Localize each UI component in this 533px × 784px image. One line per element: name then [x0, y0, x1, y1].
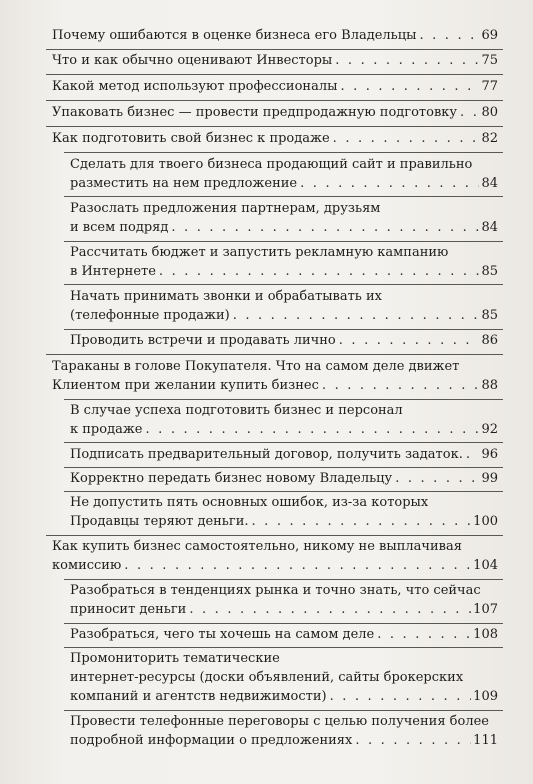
page-number: 111 — [473, 733, 498, 748]
toc-entry-text: Не допустить пять основных ошибок, из-за которых — [70, 495, 429, 510]
page-number: 69 — [481, 28, 498, 43]
toc-entry — [70, 243, 498, 281]
page-number: 88 — [481, 378, 498, 393]
divider — [64, 442, 503, 443]
page-number: 107 — [473, 602, 498, 617]
page-number: 108 — [473, 627, 498, 642]
divider — [64, 579, 503, 580]
toc-entry — [52, 357, 498, 395]
toc-entry — [52, 537, 498, 575]
page-number: 84 — [481, 220, 498, 235]
leader-dots — [159, 262, 480, 281]
leader-dots — [322, 376, 480, 395]
toc-entry — [52, 77, 498, 96]
page-number: 82 — [481, 131, 498, 146]
leader-dots — [395, 469, 479, 488]
toc-entry-text: Клиентом при желании купить бизнес — [52, 378, 319, 393]
leader-dots — [252, 512, 472, 531]
divider — [46, 49, 503, 50]
toc-entry-text: Рассчитать бюджет и запустить рекламную кампанию — [70, 245, 449, 260]
leader-dots — [340, 77, 479, 96]
toc-entry — [70, 287, 498, 325]
toc-entry-text: разместить на нем предложение — [70, 176, 298, 191]
page-number: 85 — [481, 308, 498, 323]
toc-entry-text: и всем подряд — [70, 220, 169, 235]
divider — [46, 354, 503, 355]
divider — [46, 74, 503, 75]
toc-entry-text: (телефонные продажи) — [70, 308, 230, 323]
page-number: 80 — [481, 105, 498, 120]
divider — [64, 284, 503, 285]
toc-entry-text: комиссию — [52, 558, 122, 573]
leader-dots — [355, 731, 471, 750]
page-number: 86 — [481, 333, 498, 348]
toc-entry — [52, 26, 498, 45]
toc-entry-text: Какой метод используют профессионалы — [52, 79, 338, 94]
toc-entry-text: приносит деньги — [70, 602, 187, 617]
toc-entry — [70, 625, 498, 644]
divider — [64, 647, 503, 648]
leader-dots — [339, 331, 480, 350]
toc-entry-text: Что и как обычно оценивают Инвесторы — [52, 53, 333, 68]
divider — [64, 467, 503, 468]
toc-entry-text: интернет-ресурсы (доски объявлений, сайты брокерских — [70, 670, 464, 685]
toc-entry-text: подробной информации о предложениях — [70, 733, 353, 748]
toc-entry-text: Начать принимать звонки и обрабатывать их — [70, 289, 383, 304]
divider — [64, 491, 503, 492]
leader-dots — [124, 556, 471, 575]
toc-entry-text: компаний и агентств недвижимости) — [70, 689, 327, 704]
toc-entry-text: Разобраться, чего ты хочешь на самом деле — [70, 627, 375, 642]
leader-dots — [233, 306, 480, 325]
toc-entry — [70, 199, 498, 237]
toc-entry-text: Подписать предварительный договор, получить задаток. — [70, 447, 463, 462]
page-number: 96 — [481, 447, 498, 462]
toc-entry-text: Как подготовить свой бизнес к продаже — [52, 131, 330, 146]
divider — [64, 399, 503, 400]
toc-entry — [70, 401, 498, 439]
page-number: 104 — [473, 558, 498, 573]
divider — [46, 100, 503, 101]
toc-entry — [70, 649, 498, 706]
leader-dots — [171, 218, 479, 237]
leader-dots — [466, 445, 480, 464]
leader-dots — [333, 129, 480, 148]
toc-entry-text: к продаже — [70, 422, 143, 437]
toc-entry — [70, 712, 498, 750]
leader-dots — [335, 51, 479, 70]
leader-dots — [145, 420, 479, 439]
toc-entry-text: Провести телефонные переговоры с целью получения более — [70, 714, 489, 729]
toc-entry-text: Промониторить тематические — [70, 651, 280, 666]
divider — [64, 329, 503, 330]
toc-entry — [70, 581, 498, 619]
page-number: 77 — [481, 79, 498, 94]
toc-entry-text: Разослать предложения партнерам, друзьям — [70, 201, 381, 216]
toc-entry-text: Сделать для твоего бизнеса продающий сайт и правильно — [70, 157, 473, 172]
toc-entry — [52, 103, 498, 122]
divider — [64, 710, 503, 711]
divider — [64, 152, 503, 153]
toc-entry-text: Как купить бизнес самостоятельно, никому не выплачивая — [52, 539, 462, 554]
toc-entry — [70, 331, 498, 350]
leader-dots — [419, 26, 479, 45]
page-number: 75 — [481, 53, 498, 68]
toc-entry — [70, 469, 498, 488]
toc-entry-text: Разобраться в тенденциях рынка и точно знать, что сейчас — [70, 583, 481, 598]
divider — [46, 126, 503, 127]
divider — [46, 535, 503, 536]
leader-dots — [460, 103, 479, 122]
divider — [64, 241, 503, 242]
page-number: 109 — [473, 689, 498, 704]
divider — [64, 623, 503, 624]
page-number: 92 — [481, 422, 498, 437]
toc-entry-text: в Интернете — [70, 264, 156, 279]
page-number: 99 — [481, 471, 498, 486]
toc-entry-text: Корректно передать бизнес новому Владельцу — [70, 471, 393, 486]
toc-entry-text: Тараканы в голове Покупателя. Что на самом деле движет — [52, 359, 460, 374]
divider — [64, 196, 503, 197]
toc-entry — [70, 155, 498, 193]
leader-dots — [377, 625, 471, 644]
page-number: 84 — [481, 176, 498, 191]
toc-entry-text: Проводить встречи и продавать лично — [70, 333, 336, 348]
toc-entry-text: Продавцы теряют деньги. — [70, 514, 249, 529]
leader-dots — [189, 600, 471, 619]
toc-entry-text: Почему ошибаются в оценке бизнеса его Владельцы — [52, 28, 417, 43]
toc-entry — [52, 51, 498, 70]
leader-dots — [300, 174, 479, 193]
toc-entry-text: Упаковать бизнес — провести предпродажную подготовку — [52, 105, 458, 120]
toc-entry — [52, 129, 498, 148]
toc-entry-text: В случае успеха подготовить бизнес и персонал — [70, 403, 403, 418]
leader-dots — [330, 687, 472, 706]
toc-entry — [70, 445, 498, 464]
page-number: 100 — [473, 514, 498, 529]
page-number: 85 — [481, 264, 498, 279]
toc-entry — [70, 493, 498, 531]
